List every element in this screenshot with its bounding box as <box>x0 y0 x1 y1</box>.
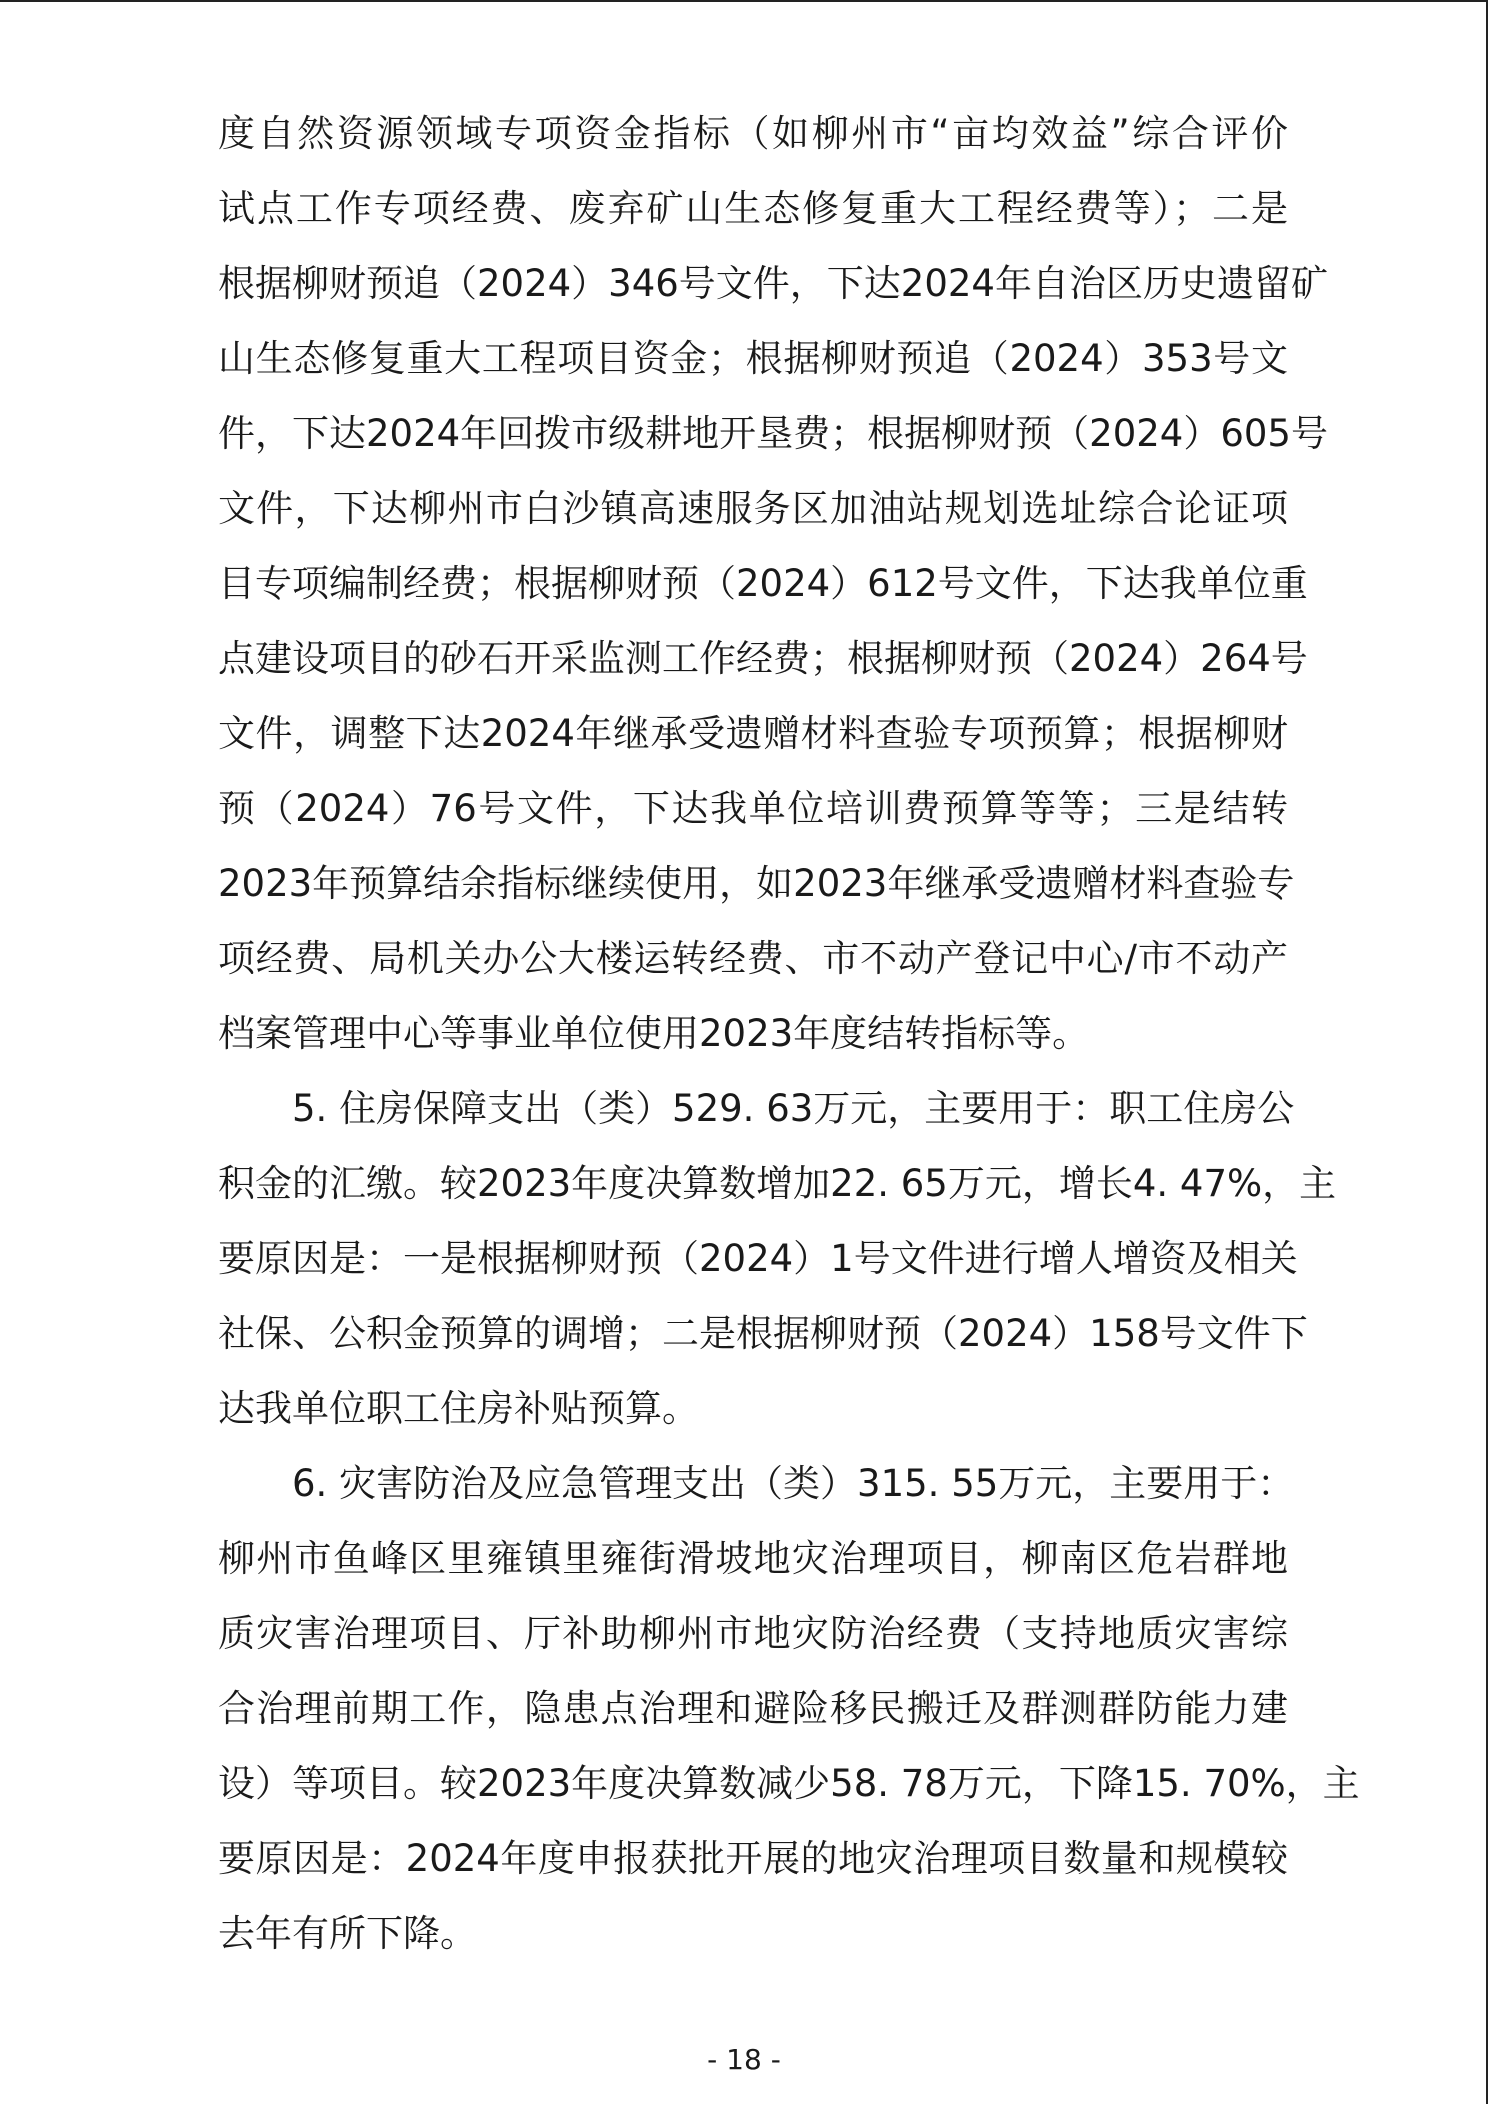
text-line: 要原因是：一是根据柳财预（2024）1号文件进行增人增资及相关 <box>218 1237 1298 1280</box>
text-line: 度自然资源领域专项资金指标（如柳州市“亩均效益”综合评价 <box>218 112 1288 155</box>
text-line: 山生态修复重大工程项目资金；根据柳财预追（2024）353号文 <box>218 337 1288 380</box>
text-line: 要原因是：2024年度申报获批开展的地灾治理项目数量和规模较 <box>218 1837 1288 1880</box>
text-line: 5. 住房保障支出（类）529. 63万元，主要用于：职工住房公 <box>292 1087 1295 1130</box>
text-line: 目专项编制经费；根据柳财预（2024）612号文件，下达我单位重 <box>218 562 1308 605</box>
text-line: 项经费、局机关办公大楼运转经费、市不动产登记中心/市不动产 <box>218 937 1288 980</box>
text-line: 达我单位职工住房补贴预算。 <box>218 1387 699 1430</box>
text-line: 件，下达2024年回拨市级耕地开垦费；根据柳财预（2024）605号 <box>218 412 1328 455</box>
text-line: 点建设项目的砂石开采监测工作经费；根据柳财预（2024）264号 <box>218 637 1308 680</box>
text-line: 试点工作专项经费、废弃矿山生态修复重大工程经费等）；二是 <box>218 187 1288 230</box>
document-body <box>218 96 1360 1971</box>
text-line: 柳州市鱼峰区里雍镇里雍街滑坡地灾治理项目，柳南区危岩群地 <box>218 1537 1288 1580</box>
text-line: 档案管理中心等事业单位使用2023年度结转指标等。 <box>218 1012 1090 1055</box>
text-line: 质灾害治理项目、厅补助柳州市地灾防治经费（支持地质灾害综 <box>218 1612 1288 1655</box>
paragraph-housing-expenditure <box>218 1071 1337 1446</box>
text-line: 设）等项目。较2023年度决算数减少58. 78万元，下降15. 70%，主 <box>218 1762 1360 1805</box>
text-line: 2023年预算结余指标继续使用，如2023年继承受遗赠材料查验专 <box>218 862 1295 905</box>
text-line: 合治理前期工作，隐患点治理和避险移民搬迁及群测群防能力建 <box>218 1687 1288 1730</box>
paragraph-1 <box>218 96 1328 1071</box>
text-line: 文件，下达柳州市白沙镇高速服务区加油站规划选址综合论证项 <box>218 487 1288 530</box>
page-number: - 18 - <box>707 2043 781 2076</box>
text-line: 6. 灾害防治及应急管理支出（类）315. 55万元，主要用于： <box>292 1462 1295 1505</box>
text-line: 根据柳财预追（2024）346号文件，下达2024年自治区历史遗留矿 <box>218 262 1328 305</box>
text-line: 预（2024）76号文件，下达我单位培训费预算等等；三是结转 <box>218 787 1288 830</box>
paragraph-disaster-expenditure <box>218 1446 1360 1971</box>
text-line: 社保、公积金预算的调增；二是根据柳财预（2024）158号文件下 <box>218 1312 1308 1355</box>
text-line: 去年有所下降。 <box>218 1912 477 1955</box>
text-line: 积金的汇缴。较2023年度决算数增加22. 65万元，增长4. 47%，主 <box>218 1162 1337 1205</box>
text-line: 文件，调整下达2024年继承受遗赠材料查验专项预算；根据柳财 <box>218 712 1288 755</box>
